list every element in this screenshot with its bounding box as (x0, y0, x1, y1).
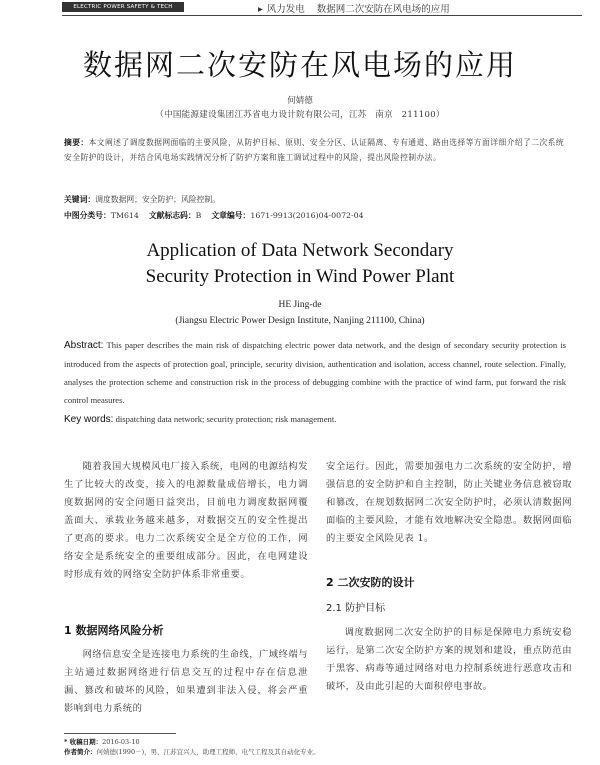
abstract-cn (64, 135, 568, 165)
classification-line (64, 210, 568, 221)
author-cn: 何婧德 (287, 96, 313, 106)
abstract-cn-text: 本文阐述了调度数据网面临的主要风险，从防护目标、原则、安全分区、认证隔离、专有通道、路由选择等方面详细介绍了二次系统安全防护的设计，并结合风电场实践情况分析了防护方案和施工调试过程中的风险，提出风险控制办法。 (64, 138, 565, 162)
abstract-cn-label: 摘要： (64, 138, 89, 147)
title-en-line1: Application of Data Network Secondary (146, 240, 454, 261)
section-heading-1: 1 数据网络风险分析 (64, 624, 164, 637)
body-paragraph-risk: 网络信息安全是连接电力系统的生命线，广域终端与主站通过数据网络进行信息交互的过程中存在信息泄漏、篡改和破坏的风险，如果遭到非法入侵，将会严重影响到电力系统的 (64, 649, 308, 714)
doc-code-value: B (195, 211, 202, 220)
keywords-en-text: dispatching data network; security protection; risk management. (115, 414, 337, 424)
running-title: 数据网二次安防在风电场的应用 (316, 4, 450, 15)
running-header (258, 1, 450, 15)
title-en-line2: Security Protection in Wind Power Plant (145, 266, 455, 287)
doc-code-label: 文献标志码： (148, 211, 196, 220)
keywords-cn-text: 调度数据网；安全防护；风险控制。 (95, 195, 220, 204)
section-heading-2: 2 二次安防的设计 (326, 576, 415, 589)
header-divider (62, 15, 582, 16)
keywords-cn (64, 194, 568, 205)
body-paragraph-intro: 随着我国大规模风电厂接入系统，电网的电源结构发生了比较大的改变，接入的电源数量成倍增长，电力调度数据网的安全问题日益突出，目前电力调度数据网覆盖面大、承载业务越来越多，对数据交互的安全性提出了更高的要求。电力二次系统安全是全方位的工作，网络安全是系统安全的重要组成部分。因此，在电网建设时形成有效的网络安全防护体系非常重要。 (64, 461, 308, 580)
affiliation-cn: （中国能源建设集团江苏省电力设计院有限公司，江苏 南京 211100） (155, 110, 445, 120)
footnote-divider (64, 733, 176, 734)
affiliation-en: (Jiangsu Electric Power Design Institute, Nanjing 211100, China) (175, 316, 425, 326)
keywords-cn-label: 关键词： (64, 195, 96, 204)
clc-value: TM614 (110, 211, 139, 220)
footnote-received (64, 737, 140, 746)
article-number-value: 1671-9913(2016)04-0072-04 (250, 211, 364, 220)
received-date: 2016-03-10 (102, 738, 140, 746)
journal-badge: ELECTRIC POWER SAFETY & TECH (62, 2, 184, 12)
page-title-en (0, 238, 600, 290)
footnote-bio (64, 747, 320, 756)
bio-label: 作者简介： (64, 748, 97, 756)
bio-text: 何婧德(1990－)，男，江苏宜兴人，助理工程师，电气工程及其自动化专业。 (96, 748, 320, 756)
keywords-en-label: Key words: (64, 414, 114, 425)
received-label: * 收稿日期： (64, 738, 103, 746)
triangle-icon: ▸ (258, 4, 263, 15)
abstract-en-text: This paper describes the main risk of dispatching electric power data network, and the design of secondary security protection is introduced from the aspects of protection goal, principle, security division, authentication and isolation, access channel, route selection. Finally, analyses the protection scheme and construction risk in the process of debugging combine with the practice of wind farm, put forward the risk control measures. (64, 340, 566, 405)
abstract-en-label: Abstract: (64, 340, 104, 351)
author-en: HE Jing-de (278, 300, 322, 310)
keywords-en (64, 414, 566, 425)
body-paragraph-goal: 调度数据网二次安全防护的目标是保障电力系统安稳运行，是第二次安全防护方案的规划和建设，重点防范由于黑客、病毒等通过网络对电力控制系统进行恶意攻击和破坏，及由此引起的大面积停电事故。 (326, 627, 572, 692)
body-paragraph-continued: 安全运行。因此，需要加强电力二次系统的安全防护，增强信息的安全防护和自主控制，防止关键业务信息被窃取和篡改，在规划数据网二次安全防护时，必须认清数据网面临的主要风险，才能有效地解决安全隐患。数据网面临的主要安全风险见表 1。 (326, 461, 572, 544)
clc-label: 中图分类号： (64, 211, 111, 220)
abstract-en (64, 336, 566, 409)
subsection-heading-2-1: 2.1 防护目标 (326, 603, 386, 614)
page-title-cn: 数据网二次安防在风电场的应用 (82, 48, 517, 82)
section-name: 风力发电 (266, 4, 305, 15)
article-number-label: 文章编号： (211, 211, 251, 220)
